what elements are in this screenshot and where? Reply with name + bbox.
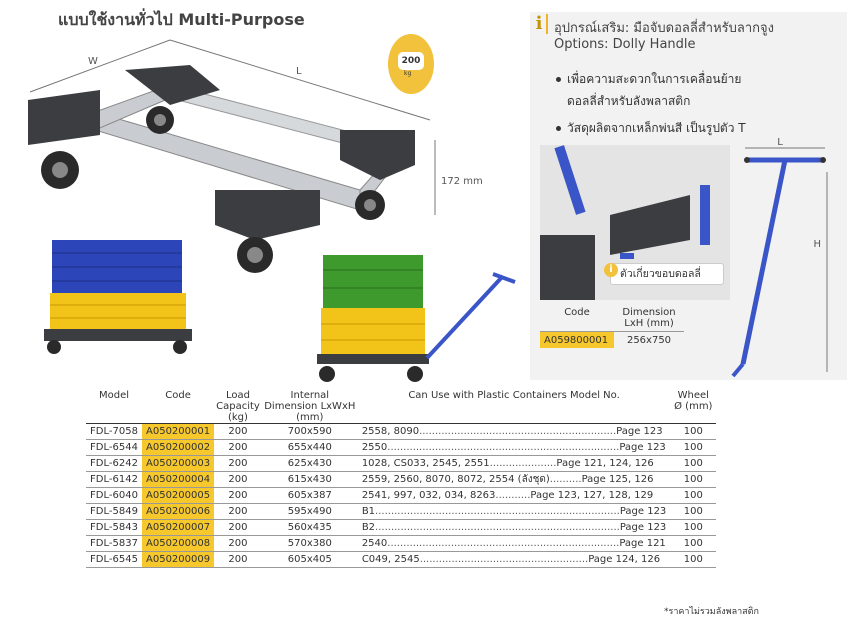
table-row xyxy=(86,520,716,536)
containers-cell xyxy=(358,504,670,520)
code-cell: A050200002 xyxy=(142,440,214,456)
col-model: Model xyxy=(86,390,142,424)
model-cell: FDL-6544 xyxy=(86,440,142,456)
dimension-cell: 700x590 xyxy=(262,424,358,440)
dimension-cell: 570x380 xyxy=(262,536,358,552)
dimension-cell: 605x387 xyxy=(262,488,358,504)
code-cell: A050200007 xyxy=(142,520,214,536)
dot-leader: ..................................................... xyxy=(419,554,589,565)
containers-models: 2559, 2560, 8070, 8072, 2554 (ลังชุด) xyxy=(361,474,550,485)
page-reference: Page 123 xyxy=(619,522,667,533)
model-cell: FDL-5837 xyxy=(86,536,142,552)
wheel-cell: 100 xyxy=(670,536,716,552)
handle-col-code: Code xyxy=(564,307,590,318)
table-row xyxy=(86,552,716,568)
code-cell: A050200003 xyxy=(142,456,214,472)
containers-models: 1028, CS033, 2545, 2551 xyxy=(361,458,490,469)
dot-leader: ......................................................................... xyxy=(387,538,620,549)
code-cell: A050200004 xyxy=(142,472,214,488)
bullet-dot xyxy=(556,77,561,82)
containers-cell xyxy=(358,456,670,472)
page-reference: Page 121 xyxy=(619,538,666,549)
dot-leader: ..................... xyxy=(489,458,557,469)
containers-models: B2 xyxy=(361,522,376,533)
containers-cell xyxy=(358,536,670,552)
dimension-cell: 655x440 xyxy=(262,440,358,456)
containers-cell xyxy=(358,520,670,536)
col-dimension: Internal Dimension LxWxH (mm) xyxy=(262,390,358,424)
load-cell: 200 xyxy=(214,424,262,440)
wheel-cell: 100 xyxy=(670,456,716,472)
page-reference: Page 123 xyxy=(619,442,666,453)
containers-cell xyxy=(358,424,670,440)
dimension-cell: 560x435 xyxy=(262,520,358,536)
load-cell: 200 xyxy=(214,504,262,520)
table-row xyxy=(86,440,716,456)
load-cell: 200 xyxy=(214,552,262,568)
table-row xyxy=(86,424,716,440)
code-cell: A050200005 xyxy=(142,488,214,504)
containers-models: 2541, 997, 032, 034, 8263 xyxy=(361,490,496,501)
col-load: Load Capacity (kg) xyxy=(216,390,260,423)
dot-leader: .............................................................. xyxy=(419,426,617,437)
page-reference: Page 121, 124, 126 xyxy=(556,458,654,469)
dot-leader: ............................................................................. xyxy=(375,522,620,533)
code-cell: A050200006 xyxy=(142,504,214,520)
load-cell: 200 xyxy=(214,488,262,504)
handle-code: A059800001 xyxy=(540,332,614,349)
load-cell: 200 xyxy=(214,520,262,536)
handle-length-label: L xyxy=(777,137,783,148)
dimension-cell: 615x430 xyxy=(262,472,358,488)
option-bullet-3: วัสดุผลิตจากเหล็กพ่นสี เป็นรูปตัว T xyxy=(567,121,746,135)
crates-on-dolly-photo xyxy=(40,235,195,365)
table-row xyxy=(86,536,716,552)
handle-spec-table xyxy=(540,305,684,348)
table-row xyxy=(86,488,716,504)
page-reference: Page 123 xyxy=(619,506,667,517)
model-cell: FDL-6545 xyxy=(86,552,142,568)
load-cell: 200 xyxy=(214,456,262,472)
dimension-h-label: 172 mm xyxy=(441,176,483,187)
model-cell: FDL-5843 xyxy=(86,520,142,536)
wheel-cell: 100 xyxy=(670,424,716,440)
load-badge-weight: 200 xyxy=(398,52,424,70)
handle-height-label: H xyxy=(813,239,821,250)
footnote: *ราคาไม่รวมลังพลาสติก xyxy=(664,607,759,617)
dot-leader: ........... xyxy=(495,490,531,501)
page-reference: Page 125, 126 xyxy=(581,474,654,485)
bullet-dot xyxy=(556,126,561,131)
dot-leader: .......... xyxy=(549,474,582,485)
load-badge-unit: kg xyxy=(404,70,412,77)
containers-cell xyxy=(358,472,670,488)
model-cell: FDL-7058 xyxy=(86,424,142,440)
wheel-cell: 100 xyxy=(670,552,716,568)
code-cell: A050200008 xyxy=(142,536,214,552)
containers-models: 2558, 8090 xyxy=(361,426,420,437)
table-row xyxy=(86,472,716,488)
dimension-l-label: L xyxy=(296,66,302,77)
page-title: แบบใช้งานทั่วไป Multi-Purpose xyxy=(58,10,305,29)
wheel-cell: 100 xyxy=(670,504,716,520)
col-containers: Can Use with Plastic Containers Model No. xyxy=(358,390,670,424)
option-bullet-2: ดอลลี่สำหรับลังพลาสติก xyxy=(567,94,691,108)
code-cell: A050200001 xyxy=(142,424,214,440)
model-cell: FDL-6040 xyxy=(86,488,142,504)
containers-models: B1 xyxy=(361,506,376,517)
col-code: Code xyxy=(142,390,214,424)
callout-info-icon: i xyxy=(604,263,618,277)
page-reference: Page 123 xyxy=(616,426,663,437)
table-row xyxy=(86,456,716,472)
info-icon: i xyxy=(532,14,548,34)
handle-col-dimension: Dimension LxH (mm) xyxy=(622,307,676,329)
options-heading-thai: อุปกรณ์เสริม: มือจับดอลลี่สำหรับลากจูง xyxy=(554,21,774,36)
containers-models: 2540 xyxy=(361,538,388,549)
hook-callout-label: ตัวเกี่ยวขอบดอลลี่ xyxy=(620,268,701,280)
col-wheel: Wheel Ø (mm) xyxy=(670,390,716,424)
model-cell: FDL-5849 xyxy=(86,504,142,520)
crates-with-handle-photo xyxy=(315,250,525,390)
containers-cell xyxy=(358,552,670,568)
load-cell: 200 xyxy=(214,472,262,488)
wheel-cell: 100 xyxy=(670,472,716,488)
page-reference: Page 124, 126 xyxy=(588,554,661,565)
option-bullet-1: เพื่อความสะดวกในการเคลื่อนย้าย xyxy=(567,72,742,86)
dimension-cell: 605x405 xyxy=(262,552,358,568)
code-cell: A050200009 xyxy=(142,552,214,568)
dimension-w-label: W xyxy=(88,56,98,67)
options-heading-english: Options: Dolly Handle xyxy=(554,37,696,52)
containers-cell xyxy=(358,440,670,456)
containers-models: C049, 2545 xyxy=(361,554,420,565)
dimension-cell: 625x430 xyxy=(262,456,358,472)
page-reference: Page 123, 127, 128, 129 xyxy=(530,490,654,501)
table-row xyxy=(86,504,716,520)
dimension-cell: 595x490 xyxy=(262,504,358,520)
handle-dimension: 256x750 xyxy=(614,332,684,349)
dolly-spec-table xyxy=(86,390,716,568)
model-cell: FDL-6142 xyxy=(86,472,142,488)
wheel-cell: 100 xyxy=(670,488,716,504)
dot-leader: ......................................................................... xyxy=(387,442,620,453)
dot-leader: ............................................................................. xyxy=(375,506,620,517)
t-handle-diagram xyxy=(725,132,835,382)
load-cell: 200 xyxy=(214,440,262,456)
containers-cell xyxy=(358,488,670,504)
wheel-cell: 100 xyxy=(670,520,716,536)
load-cell: 200 xyxy=(214,536,262,552)
wheel-cell: 100 xyxy=(670,440,716,456)
model-cell: FDL-6242 xyxy=(86,456,142,472)
containers-models: 2550 xyxy=(361,442,388,453)
